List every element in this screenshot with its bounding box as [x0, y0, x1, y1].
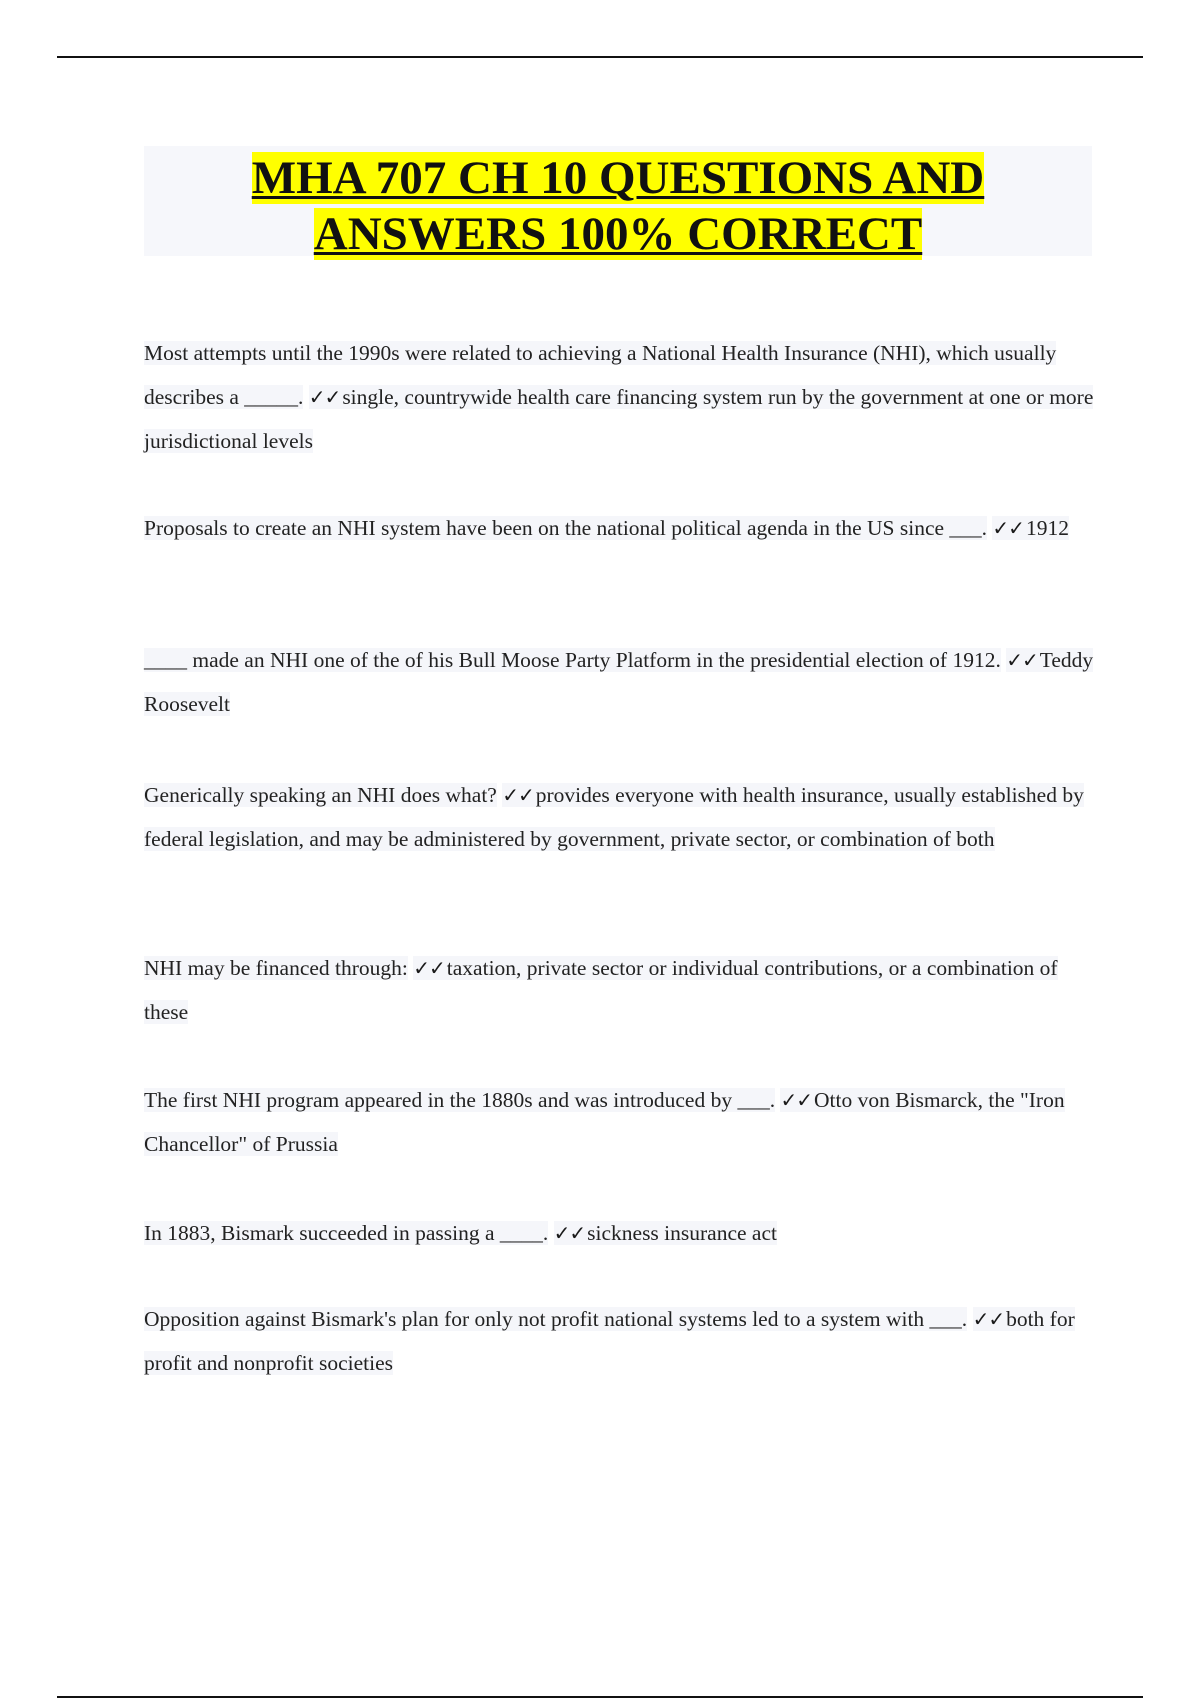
question-text: Most attempts until the 1990s were related to achieving a National Health Insurance (NHI), which usually describes a _____. [144, 341, 1057, 409]
qa-item-1 [144, 331, 1094, 463]
qa-item-5 [144, 946, 1094, 1034]
answer-text: Otto von Bismarck, the "Iron Chancellor" of Prussia [144, 1088, 1065, 1156]
question-text: Proposals to create an NHI system have been on the national political agenda in the US since ___. [144, 516, 988, 540]
double-check-icon: ✓✓ [1006, 648, 1038, 672]
answer-text: 1912 [1025, 516, 1069, 540]
document-title [144, 146, 1092, 262]
qa-item-4 [144, 773, 1094, 861]
answer-text: both for profit and nonprofit societies [144, 1307, 1075, 1375]
qa-item-7 [144, 1211, 1094, 1255]
answer-text: Teddy Roosevelt [144, 648, 1094, 716]
bottom-rule [57, 1696, 1143, 1698]
question-text: Generically speaking an NHI does what? [144, 783, 497, 807]
qa-item-3 [144, 638, 1094, 726]
double-check-icon: ✓✓ [502, 783, 534, 807]
question-text: The first NHI program appeared in the 1880s and was introduced by ___. [144, 1088, 776, 1112]
question-text: ____ made an NHI one of the of his Bull Moose Party Platform in the presidential election of 1912. [144, 648, 1001, 672]
double-check-icon: ✓✓ [972, 1307, 1005, 1331]
answer-text: sickness insurance act [587, 1221, 777, 1245]
question-text: In 1883, Bismark succeeded in passing a ____. [144, 1221, 549, 1245]
qa-item-6 [144, 1078, 1094, 1166]
title-line-1: MHA 707 CH 10 QUESTIONS AND [251, 152, 985, 204]
answer-text: provides everyone with health insurance, usually established by federal legislation, and may be administered by government, private sector, or combination of both [144, 783, 1084, 851]
double-check-icon: ✓✓ [780, 1088, 812, 1112]
answer-text: taxation, private sector or individual contributions, or a combination of these [144, 956, 1058, 1024]
title-block [144, 146, 1092, 260]
question-text: NHI may be financed through: [144, 956, 408, 980]
double-check-icon: ✓✓ [553, 1221, 586, 1245]
double-check-icon: ✓✓ [308, 385, 341, 409]
title-line-2: ANSWERS 100% CORRECT [313, 208, 923, 260]
qa-item-2 [144, 506, 1094, 550]
qa-item-8 [144, 1297, 1094, 1385]
double-check-icon: ✓✓ [992, 516, 1024, 540]
question-text: Opposition against Bismark's plan for only not profit national systems led to a system with ___. [144, 1307, 968, 1331]
double-check-icon: ✓✓ [413, 956, 445, 980]
top-rule [57, 56, 1143, 58]
answer-text: single, countrywide health care financing system run by the government at one or more jurisdictional levels [144, 385, 1094, 453]
